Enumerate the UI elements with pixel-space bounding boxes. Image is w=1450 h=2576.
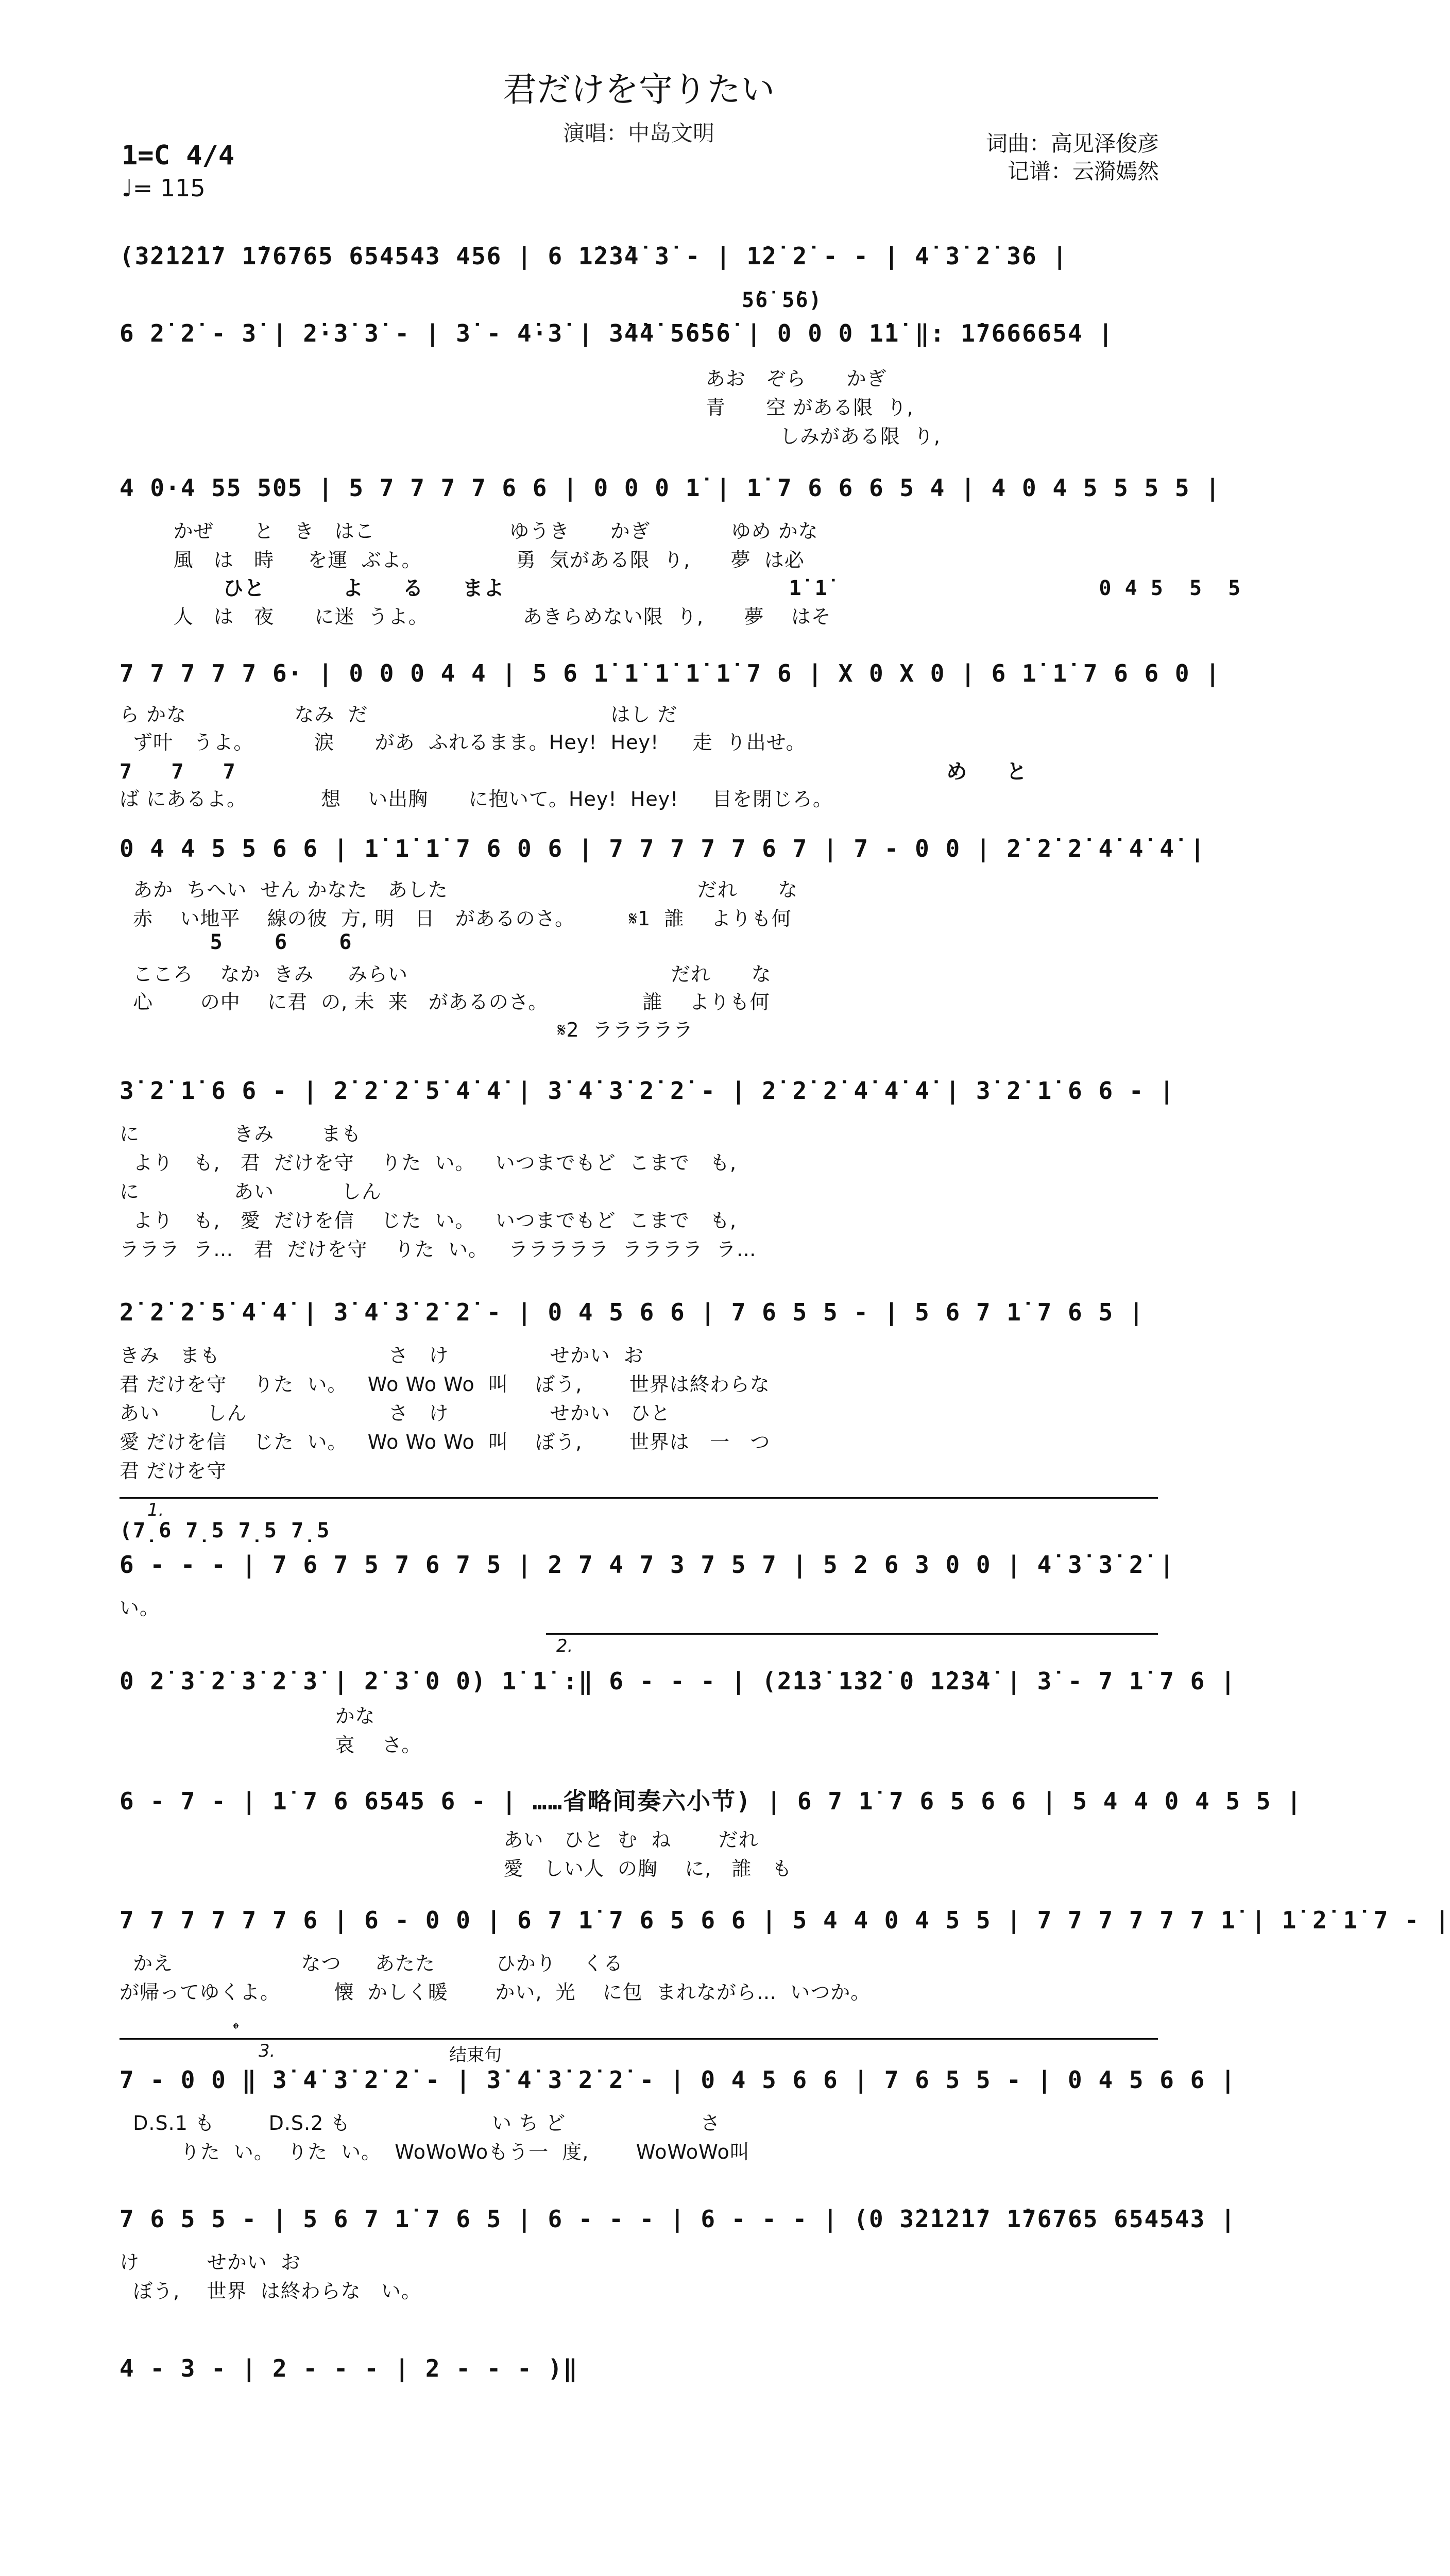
score-system-5: 0 4 4 5 5 6 6 | 1̇ 1̇ 1̇ 7 6 0 6 | 7 7 7 7 7 6 7 | 7 - 0 0 | 2̇ 2̇ 2̇ 4̇ 4̇ 4̇ |: [120, 835, 1206, 862]
lyric-line: 5 6 6: [120, 930, 352, 954]
lyric-line: あい しん さ け せかい ひと: [120, 1402, 671, 1425]
lyric-line: しみがある限 り,: [120, 425, 941, 448]
transcriber-credit: 记谱：云漪嫣然: [1007, 159, 1159, 184]
lyric-line: ラララ ラ… 君 だけを守 りた い。 ラララララ ララララ ラ…: [120, 1238, 757, 1261]
lyric-line: 愛 しい人 の胸 に, 誰 も: [120, 1857, 792, 1880]
score-system-3: 4 0·4 55 505 | 5 7 7 7 7 6 6 | 0 0 0 1̇ | 1̇ 7 6 6 6 5 4 | 4 0 4 5 5 5 5 |: [120, 474, 1221, 502]
lyric-line: こころ なか きみ みらい だれ な: [120, 963, 772, 986]
lyric-line: 心 の中 に君 の, 未 来 があるのさ。 誰 よりも何: [120, 991, 770, 1013]
lyric-line: あい ひと む ね だれ: [120, 1828, 759, 1851]
lyric-line: かえ なつ あたた ひかり くる: [120, 1952, 624, 1975]
lyric-line: 人 は 夜 に迷 うよ。 あきらめない限 り, 夢 はそ: [120, 605, 831, 628]
lyric-line: 君 だけを守: [120, 1460, 227, 1482]
lyric-line: りた い。 りた い。 WoWoWoもう一 度, WoWoWo叫: [120, 2141, 750, 2163]
lyric-line: 哀 さ。: [120, 1734, 422, 1756]
lyric-line: より も, 愛 だけを信 じた い。 いつまでもど こまで も,: [120, 1209, 737, 1232]
coda-sign: 𝄌: [233, 2019, 239, 2040]
lyric-line: が帰ってゆくよ。 懐 かしく暖 かい, 光 に包 まれながら… いつか。: [120, 1981, 871, 2004]
lyric-line: あお ぞら かぎ: [120, 367, 887, 390]
score-system-1: (3̇2̇1̇2̇1̇7 1̇76765 654543 456 | 6 1̇2̇3̇4̇ 3̇ - | 1̇2̇ 2̇ - - | 4̇ 3̇ 2̇ 3̇6 |: [120, 242, 1068, 270]
score-system-7: 2̇ 2̇ 2̇ 5̇ 4̇ 4̇ | 3̇ 4̇ 3̇ 2̇ 2̇ - | 0 4 5 6 6 | 7 6 5 5 - | 5 6 7 1̇ 7 6 5 |: [120, 1298, 1145, 1326]
score-system-9: 0 2̇ 3̇ 2̇ 3̇ 2̇ 3̇ | 2̇ 3̇ 0 0) 1̇ 1̇ :‖ 6 - - - | (2̇1̇3̇ 1̇3̇2̇ 0 1̇2̇3̇4̇ | 3̇ - 7 1̇ 7 6 |: [120, 1667, 1236, 1695]
lyric-line: あか ちへい せん かなた あした だれ な: [120, 878, 798, 901]
lyric-line: ず叶 うよ。 涙 があ ふれるまま。Hey! Hey! 走 り出せ。: [120, 731, 806, 754]
tempo-marking: ♩= 115: [122, 174, 206, 202]
volta-bracket-1: 1.: [120, 1497, 1158, 1514]
key-signature: 1=C 4/4: [122, 140, 235, 171]
lyric-line: 愛 だけを信 じた い。 Wo Wo Wo 叫 ぼう, 世界は 一 つ: [120, 1431, 771, 1453]
lyric-line: に きみ まも: [120, 1123, 362, 1145]
lyric-line: かな: [120, 1705, 376, 1727]
lyric-line: 𝄋2 ラララララ: [120, 1019, 693, 1041]
lyric-line: ひと よ る まよ 1̇ 1̇ 0 4 5 5 5: [120, 577, 1241, 600]
lyric-line: 君 だけを守 りた い。 Wo Wo Wo 叫 ぼう, 世界は終わらな: [120, 1373, 770, 1396]
lyric-line: に あい しん: [120, 1180, 382, 1203]
lyric-line: い。: [120, 1597, 160, 1619]
volta-bracket-3: 𝄌 3. 结束句: [120, 2038, 1158, 2055]
score-system-4: 7 7 7 7 7 6· | 0 0 0 4 4 | 5 6 1̇ 1̇ 1̇ 1̇ 1̇ 7 6 | X 0 X 0 | 6 1̇ 1̇ 7 6 6 0 |: [120, 659, 1221, 687]
score-system-11: 7 7 7 7 7 7 6 | 6 - 0 0 | 6 7 1̇ 7 6 5 6 6 | 5 4 4 0 4 5 5 | 7 7 7 7 7 7 1̇ | 1̇ 2̇ 1̇ 7 - |: [120, 1906, 1450, 1934]
ending-label: 结束句: [449, 2045, 502, 2065]
lyric-line: きみ まも さ け せかい お: [120, 1344, 644, 1367]
score-system-2: 6 2̇ 2̇ - 3̇ | 2̇·3̇ 3̇ - | 3̇ - 4̇·3̇ | 3̇4̇4̇ 5̇6̇5̇6̇ | 0 0 0 1̇1̇ ‖: 1̇7666654 |: [120, 319, 1114, 347]
score-system-8: 6 - - - | 7 6 7 5 7 6 7 5 | 2 7 4 7 3 7 5 7 | 5 2 6 3 0 0 | 4̇ 3̇ 3̇ 2̇ |: [120, 1551, 1175, 1579]
lyric-line: 風 は 時 を運 ぶよ。 勇 気がある限 り, 夢 は必: [120, 549, 805, 571]
song-title: 君だけを守りたい: [503, 70, 775, 109]
score-system-12: 7 - 0 0 ‖ 3̇ 4̇ 3̇ 2̇ 2̇ - | 3̇ 4̇ 3̇ 2̇ 2̇ - | 0 4 5 6 6 | 7 6 5 5 - | 0 4 5 6 6 |: [120, 2066, 1236, 2094]
score-system-2-sub: 5̇6̇ 5̇6̇): [742, 289, 823, 312]
singer-credit: 演唱：中岛文明: [562, 121, 714, 146]
score-system-13: 7 6 5 5 - | 5 6 7 1̇ 7 6 5 | 6 - - - | 6 - - - | (0 3̇2̇1̇2̇1̇7 1̇76765 654543 |: [120, 2205, 1236, 2233]
volta-bracket-2: 2.: [546, 1633, 1158, 1650]
lyric-line: より も, 君 だけを守 りた い。 いつまでもど こまで も,: [120, 1151, 737, 1174]
lyric-line: 青 空 がある限 り,: [120, 396, 914, 419]
lyric-line: け せかい お: [120, 2251, 301, 2274]
lyric-line: 赤 い地平 線の彼 方, 明 日 があるのさ。 𝄋1 誰 よりも何: [120, 907, 792, 930]
lyric-line: D.S.1 も D.S.2 も い ち ど さ: [120, 2112, 721, 2134]
score-system-14: 4 - 3 - | 2 - - - | 2 - - - )‖: [120, 2354, 578, 2382]
lyric-line: ら かな なみ だ はし だ: [120, 703, 678, 726]
lyricist-credit: 词曲：高见泽俊彦: [985, 131, 1159, 156]
score-system-8-sub: (7̣6 7̣5 7̣5 7̣5: [120, 1519, 331, 1543]
lyric-line: ば にあるよ。 想 い出胸 に抱いて。Hey! Hey! 目を閉じろ。: [120, 788, 833, 810]
lyric-line: ぼう, 世界 は終わらな い。: [120, 2280, 421, 2302]
lyric-line: かぜ と き はこ ゆうき かぎ ゆめ かな: [120, 520, 818, 543]
score-system-10: 6 - 7 - | 1̇ 7 6 6545 6 - | ……省略间奏六小节) | 6 7 1̇ 7 6 5 6 6 | 5 4 4 0 4 5 5 |: [120, 1787, 1302, 1815]
score-system-6: 3̇ 2̇ 1̇ 6 6 - | 2̇ 2̇ 2̇ 5̇ 4̇ 4̇ | 3̇ 4̇ 3̇ 2̇ 2̇ - | 2̇ 2̇ 2̇ 4̇ 4̇ 4̇ | 3̇ 2̇ 1̇ 6 6 - |: [120, 1077, 1175, 1105]
lyric-line: 7 7 7 め と: [120, 760, 1028, 784]
